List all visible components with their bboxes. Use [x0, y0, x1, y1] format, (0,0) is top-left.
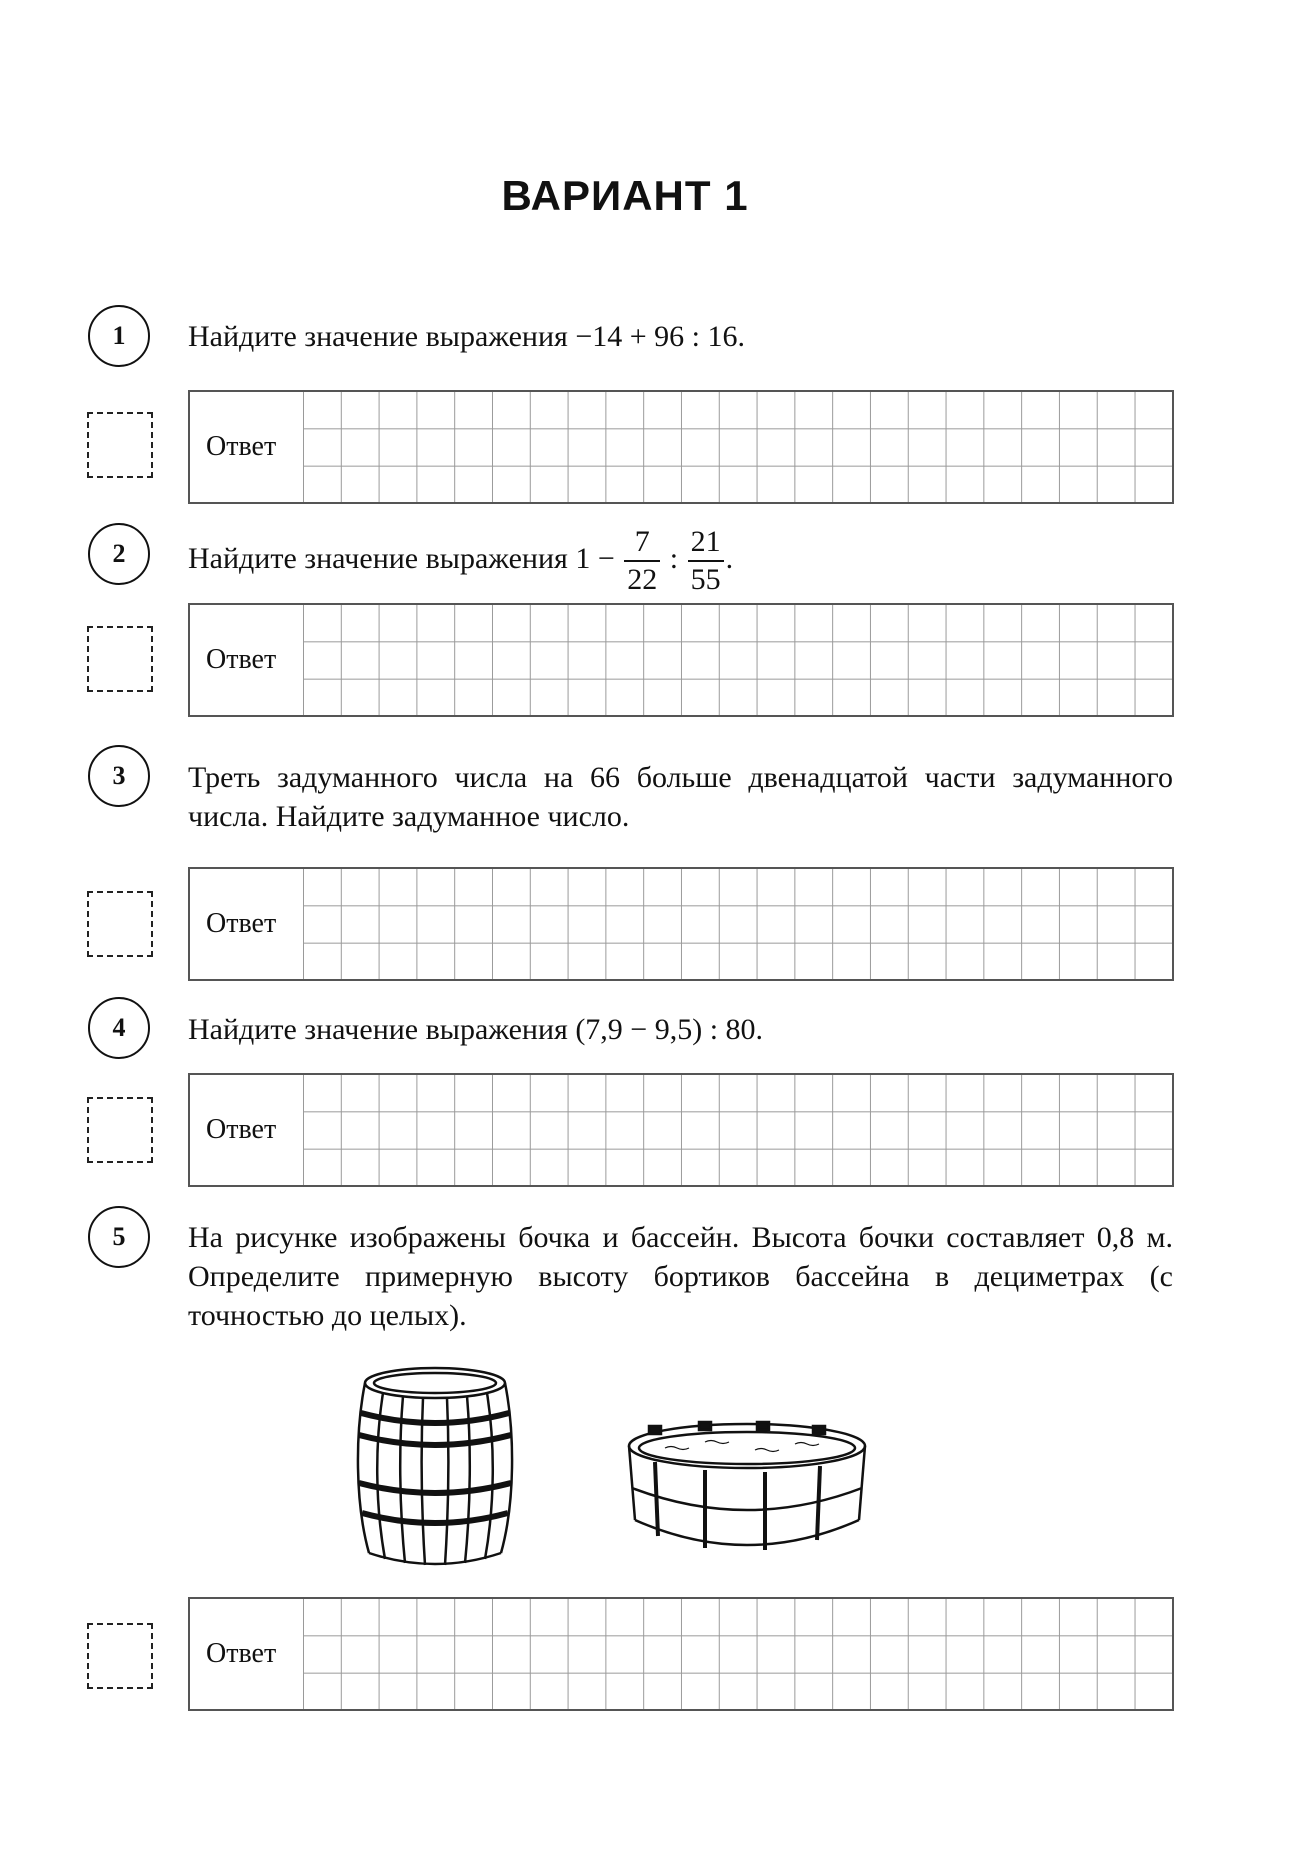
- fraction-denominator: 22: [627, 563, 658, 596]
- barrel-illustration: [355, 1363, 515, 1569]
- answer-grid[interactable]: [303, 392, 1172, 502]
- task-5-text: На рисунке изображены бочка и бассейн. Высота бочки составляет 0,8 м. Определите примерную высоту бортиков бассейна в дециметрах (с точностью до целых).: [188, 1221, 1173, 1332]
- answer-grid[interactable]: [303, 605, 1172, 715]
- answer-field-3[interactable]: [188, 867, 1174, 981]
- score-box-3[interactable]: [87, 891, 153, 957]
- task-number-4: 4: [88, 997, 150, 1059]
- fraction-numerator: 21: [688, 527, 724, 562]
- score-box-5[interactable]: [87, 1623, 153, 1689]
- task-4-text: Найдите значение выражения (7,9 − 9,5) : 80.: [188, 1013, 764, 1046]
- fraction-denominator: 55: [690, 563, 721, 596]
- task-2-text-before: Найдите значение выражения 1 −: [188, 541, 615, 575]
- answer-label: Ответ: [206, 431, 277, 462]
- answer-grid[interactable]: [303, 1075, 1172, 1185]
- fraction-21-55: [688, 527, 724, 595]
- task-1-text: Найдите значение выражения −14 + 96 : 16.: [188, 320, 745, 353]
- answer-field-1[interactable]: [188, 390, 1174, 504]
- task-number-1: 1: [88, 305, 150, 367]
- task-2-text: [188, 527, 1173, 595]
- task-number-5: 5: [88, 1206, 150, 1268]
- answer-field-5[interactable]: [188, 1597, 1174, 1711]
- answer-field-4[interactable]: [188, 1073, 1174, 1187]
- answer-label: Ответ: [206, 644, 277, 675]
- task-number-3: 3: [88, 745, 150, 807]
- fraction-numerator: 7: [624, 527, 660, 562]
- division-operator: :: [669, 541, 679, 575]
- pool-illustration: [625, 1420, 870, 1555]
- task-2-text-after: .: [725, 541, 734, 575]
- answer-grid[interactable]: [303, 869, 1172, 979]
- answer-field-2[interactable]: [188, 603, 1174, 717]
- task-number-2: 2: [88, 523, 150, 585]
- answer-grid[interactable]: [303, 1599, 1172, 1709]
- answer-label: Ответ: [206, 1638, 277, 1669]
- score-box-4[interactable]: [87, 1097, 153, 1163]
- score-box-1[interactable]: [87, 412, 153, 478]
- answer-label: Ответ: [206, 1114, 277, 1145]
- fraction-7-22: [624, 527, 660, 595]
- answer-label: Ответ: [206, 908, 277, 939]
- page-title: ВАРИАНТ 1: [501, 172, 749, 219]
- score-box-2[interactable]: [87, 626, 153, 692]
- task-3-text: Треть задуманного числа на 66 больше двенадцатой части задуманного числа. Найдите задуманное число.: [188, 761, 1173, 833]
